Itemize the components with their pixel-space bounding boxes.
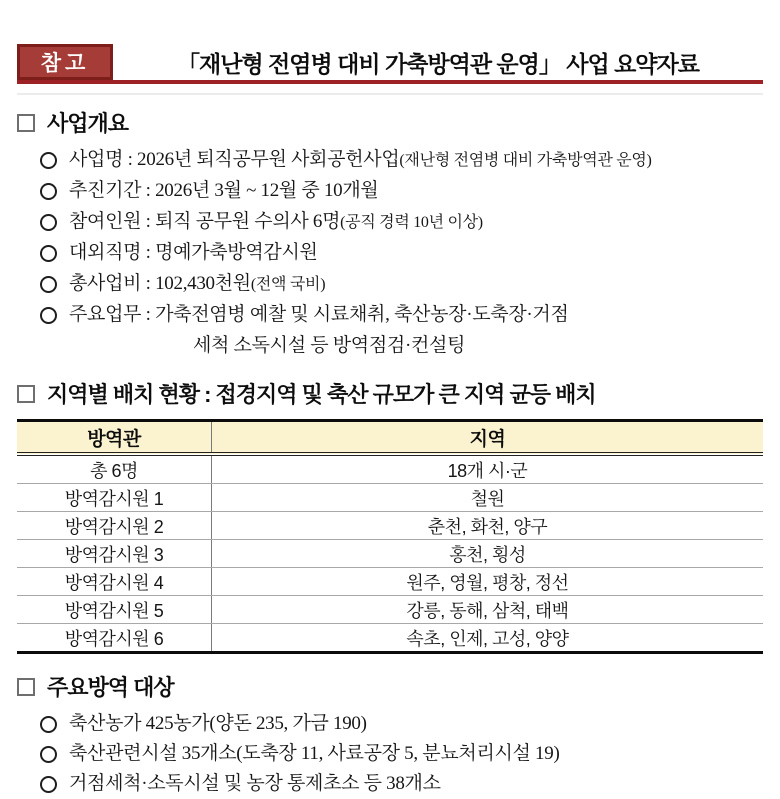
officer-cell: 방역감시원 6 [17,624,211,653]
circle-bullet-icon [40,307,57,324]
table-row [17,596,763,624]
table-row [17,624,763,653]
list-item [40,709,763,739]
circle-bullet-icon [40,746,57,763]
circle-bullet-icon [40,152,57,169]
section-heading-text: 주요방역 대상 [47,675,174,700]
item-text-small: (전액 국비) [250,276,326,293]
table-header-officer: 방역관 [17,421,211,455]
list-item [40,176,763,207]
table-row [17,540,763,568]
section-heading-text: 지역별 배치 현황 : 접경지역 및 축산 규모가 큰 지역 균등 배치 [47,382,596,407]
table-row [17,484,763,512]
officer-cell: 방역감시원 2 [17,512,211,540]
targets-list [40,709,763,799]
section-heading-targets [17,671,763,702]
region-cell: 속초, 인제, 고성, 양양 [406,628,569,649]
region-cell: 원주, 영월, 평창, 정선 [211,568,763,596]
circle-bullet-icon [40,183,57,200]
circle-bullet-icon [40,776,57,793]
header-shadow-divider [17,93,763,95]
section-heading-text: 사업개요 [47,111,129,136]
overview-list [40,145,763,361]
document-header [17,44,763,84]
item-text: 대외직명 : 명예가축방역감시원 [69,242,318,263]
item-text: 참여인원 : 퇴직 공무원 수의사 6명 [69,211,341,232]
item-text-wrapped: 세척 소독시설 등 방역점검·컨설팅 [193,335,466,356]
section-heading-deployment [17,378,763,409]
square-bullet-icon [17,114,35,132]
deployment-table [17,419,763,654]
table-row [17,454,763,484]
region-cell: 18개 시·군 [211,454,763,484]
table-row [17,568,763,596]
item-text: 거점세척·소독시설 및 농장 통제초소 등 38개소 [69,773,441,794]
list-item [40,739,763,769]
table-row [17,512,763,540]
square-bullet-icon [17,385,35,403]
list-item [40,769,763,799]
circle-bullet-icon [40,214,57,231]
list-item [40,145,763,176]
officer-cell: 방역감시원 4 [17,568,211,596]
region-cell: 홍천, 횡성 [211,540,763,568]
section-heading-overview [17,107,763,138]
item-text: 추진기간 : 2026년 3월 ~ 12월 중 10개월 [69,180,379,201]
region-cell: 강릉, 동해, 삼척, 태백 [211,596,763,624]
page-title: 「재난형 전염병 대비 가축방역관 운영」 사업 요약자료 [177,50,699,77]
circle-bullet-icon [40,716,57,733]
item-text: 축산관련시설 35개소(도축장 11, 사료공장 5, 분뇨처리시설 19) [69,743,560,764]
list-item [40,300,763,361]
square-bullet-icon [17,678,35,696]
table-header-region: 지역 [211,421,763,455]
officer-cell: 방역감시원 3 [17,540,211,568]
reference-badge: 참고 [17,44,113,80]
circle-bullet-icon [40,276,57,293]
region-cell: 춘천, 화천, 양구 [211,512,763,540]
circle-bullet-icon [40,245,57,262]
list-item [40,238,763,269]
officer-cell: 방역감시원 5 [17,596,211,624]
item-text-small: (재난형 전염병 대비 가축방역관 운영) [399,152,652,169]
list-item [40,269,763,300]
item-text: 총사업비 : 102,430천원 [69,273,251,294]
officer-cell: 총 6명 [17,454,211,484]
region-cell: 철원 [211,484,763,512]
officer-cell: 방역감시원 1 [17,484,211,512]
item-text: 주요업무 : 가축전염병 예찰 및 시료채취, 축산농장·도축장·거점 [69,304,569,325]
list-item [40,207,763,238]
item-text: 축산농가 425농가(양돈 235, 가금 190) [69,713,367,734]
table-header-row [17,421,763,455]
item-text: 사업명 : 2026년 퇴직공무원 사회공헌사업 [69,149,400,170]
item-text-small: (공직 경력 10년 이상) [340,214,483,231]
